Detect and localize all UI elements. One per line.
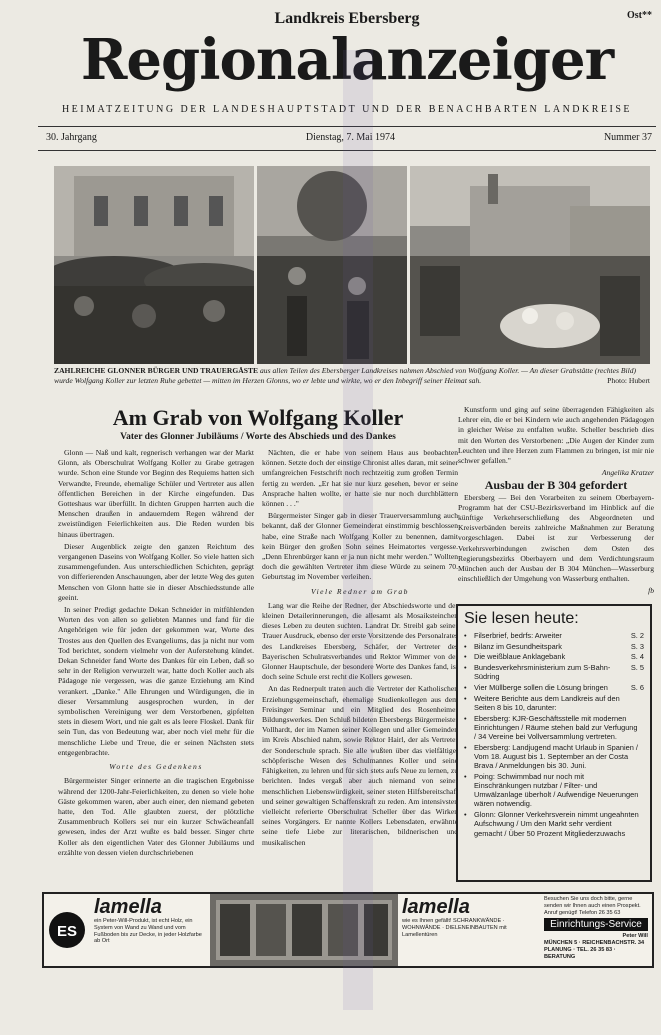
paragraph: Bürgermeister Singer erinnerte an die tragischen Ergebnisse während der 1200-Jahr-Feierlichkeiten, zu denen so viele hohe Gäste gekommen waren, aber auch einer, den niemand gebeten hatte, den Tod. Alle glaubten zuerst, der plötzliche Zusammenbruch Kollers sei nur ein kurzer Schwächeanfall gewesen, indes der Arzt wußte es bald besser. Singer chrte Koller als den eigentlichen Vater des Glonner Jubiläums und erzählte von dessen vielen durchschriebenen <box>58 776 254 857</box>
contents-item-page: S. 5 <box>630 663 644 673</box>
bullet-icon: • <box>464 693 467 703</box>
paragraph: Bürgermeister Singer gab in dieser Trauerversammlung auch bekannt, daß der Glonner Gemeinderat einstimmig beschlossen habe, eine Straße nach Wolfgang Koller zu benennen, damit kein Bürger den großen Sohn seines Heimatortes vergesse. „Denn Ehrenbürger kann er ja nun nicht mehr werden." Wollten doch die gewählten Vertreter ihm diese Würde zu seinem 70. Geburtstag im November verleihen. <box>262 511 458 582</box>
issue-date: Dienstag, 7. Mai 1974 <box>305 132 396 143</box>
ad-logo-text: ES <box>56 923 78 940</box>
paragraph: Glonn — Naß und kalt, regnerisch verhangen war der Markt Glonn, als Oberschulrat Wolfgang Koller zu Grabe getragen wurde. Schon eine Stunde vor Beginn des Requiems hatten sich Verwandte, Freunde, ehemalige Schüler und Vertreter aus allen öffentlichen Bereichen in der Kirche eingefunden. Das Gotteshaus war überfüllt. In dichten Gruppen harrten auch die Menschen draußen in andauerndem Regen während der zweistündigen Feierlichkeiten aus. Die Reden wurden bis hinaus übertragen. <box>58 448 254 539</box>
contents-item-text: Bilanz im Gesundheitspark <box>474 641 562 651</box>
article-subhead: Vater des Glonner Jubiläums / Worte des Abschieds und des Dankes <box>120 432 396 442</box>
paragraph: An das Rednerpult traten auch die Vertreter der Katholischen Erziehungsgemeinschaft, ehemalige Studienkollegen aus dem Freisinger Seminar und ein Mitglied des Rosenheimer Bildungswerkes. Den Schluß bildeten Ebersbergs Bürgermeister Vollhardt, der im Namen seiner Kollegen und aller Gemeinden im Kreis Abschied nahm, sowie Rektor Hairl, der als Vertreter der Sonderschule sprach. Sie alle wußten über das vielfältige, schöpferische Wesen des Schulmannes Koller und seine Fähigkeiten, zu lehren und für sich stets aufs Neue zu lernen, zu berichten. Indes vergaß aber auch niemand von seiner menschlichen Liebenswürdigkeit, seiner steten Hilfsbereitschaft und seiner gewaltigen Schaffenskraft zu reden. Am intensivsten vielleicht referierte Oberschulrat Scheller über das Wirken seines Vorgängers. Er nannte Kollers Lebensdaten, erwähnte seine tiefe Liebe zur literarischen, bildnerischen und musikalischen <box>262 684 458 847</box>
paragraph: Nächten, die er habe von seinem Haus aus beobachten können. Setzte doch der einstige Chronist alles daran, mit seiner umfangreichen Festschrift noch rechtzeitig zum großen Termin fertig zu werden. „Er hat sie nur kurz gesehen, bevor er seine Ansprache halten wollte, er hatte sie nur noch durchblättern können . . ." <box>262 448 458 509</box>
bullet-icon: • <box>464 713 467 723</box>
ad-text-3: Besuchen Sie uns doch bitte, gerne senden wir Ihnen auch einen Prospekt. Anruf genügt! Telefon 26 35 63 <box>544 896 641 916</box>
ad-service-banner: Einrichtungs-Service <box>544 918 648 931</box>
contents-item-text: Weitere Berichte aus dem Landkreis auf den Seiten 8 bis 10, darunter: <box>474 693 620 712</box>
photo-church <box>54 166 254 364</box>
contents-item <box>464 663 644 681</box>
ad-brand-1: lamella <box>94 896 162 918</box>
paragraph: Kunstform und ging auf seine überragenden Fähigkeiten als Lehrer ein, die er bei Kindern wie auch angehenden Pädagogen in gleicher Weise zu entfalten wußte. Scheller beschrieb dies mit den Worten des Verstorbenen: „Die Augen der Kinder zum Leuchten und ihre Herzen zum Flammen zu bringen, ist mir nie schwer gefallen." <box>458 405 654 466</box>
author-signature: Angelika Kratzer <box>601 468 654 478</box>
ad-block-1 <box>90 894 210 966</box>
issue-number: Nummer 37 <box>603 132 652 143</box>
paragraph: Dieser Augenblick zeigte den ganzen Reichtum des vergangenen Daseins von Wolfgang Koller. So viele hatten sich zusammengefunden. Aus unterschiedlichen Schichten, geprägt von differierenden Anschauungen, aber der letzte Weg des guten Menschen von Glonn hatte sie in dieser Abschiedsstunde alle geeint. <box>58 541 254 602</box>
caption-text: aus allen Teilen des Ebersberger Landkreises nahmen Abschied von Wolfgang Koller. — An dieser Grabstätte (rechtes Bild) wurde Wolfgang Koller zur letzten Ruhe gebettet — mitten im Herzen Glonns, wo er lebte und wirkte, wo er den Inbegriff seiner Heimat sah. <box>54 366 637 385</box>
contents-item <box>464 652 644 661</box>
b304-credit: fb <box>648 586 654 596</box>
bullet-icon: • <box>464 641 467 651</box>
contents-item-text: Filserbrief, bedrfs: Arweiter <box>474 631 562 640</box>
masthead-subtitle: HEIMATZEITUNG DER LANDESHAUPTSTADT UND DER BENACHBARTEN LANDKREISE <box>61 104 633 115</box>
section-title: Viele Redner am Grab <box>311 586 409 596</box>
edition-mark: Ost** <box>627 10 652 21</box>
contents-item-text: Bundesverkehrsministerium zum S-Bahn-Südring <box>474 663 611 682</box>
contents-item <box>464 642 644 651</box>
paragraph: In seiner Predigt gedachte Dekan Schneider in mitfühlenden Worten des von allen so geliebten Mannes und fand für die Angehörigen wie für jeden der gekommen war, Worte des Trostes aus den Quellen des Evangeliums, das ja nicht nur vom Tod berichtet, sondern vielmehr von der Auferstehung kündet. Dekan Schneider fand Worte des Dankes für ein Leben, daß so sehr in der Religion verwurzelt war, hatte doch Koller auch als Pädagoge nie vergessen, was die ganze Erziehung am Kind verankert. „Danke." Alle Ehrungen und Würdigungen, die in dieser Versammlung ausgesprochen wurden, in der symbolischen Vereinigung wer dem Verstorbenen, gipfelten stets in diesem Wort, und nie galt es als leere Floskel. Dank für sein Tun, das von Bedeutung war, aber noch viel mehr für die menschliche Liebe und Treue, die er seinen Nächsten stets entgegenbrachte. <box>58 605 254 757</box>
b304-text: Ebersberg — Bei den Vorarbeiten zu seinem Oberbayern-Programm hat der CSU-Bezirksverband im Hinblick auf die künftige Verkehrserschließung des Abgeordneten und Kreisverbänden bereits zahlreiche Maßnahmen zur Beratung vorgeschlagen. Dabei ist zur Verbesserung der Verkehrsverbindungen zwischen dem Osten des Regierungsbezirks Oberbayern und dem Verdichtungsraum München auch der Ausbau der B 304 München—Wasserburg einschließlich der Umgehung von Wasserburg enthalten. <box>458 492 654 584</box>
contents-item-text: Glonn: Glonner Verkehrsverein nimmt ungeahnten Aufschwung / Um den Markt sehr verdient gemacht / Über 50 Prozent Mitgliederzuwachs <box>474 810 639 838</box>
bullet-icon: • <box>464 631 467 640</box>
contents-item-text: Ebersberg: KJR-Geschäftsstelle mit modernen Einrichtungen / Räume stehen bald zur Verfugung / 34 Vereine bei Vollversammlung vertreten. <box>474 713 638 742</box>
bullet-icon: • <box>464 810 467 820</box>
contents-item-page: S. 2 <box>630 631 644 640</box>
ad-planning: PLANUNG · TEL. 26 35 83 · BERATUNG <box>544 946 616 960</box>
ad-text-2: wie es Ihnen gefällt! SCHRANKWÄNDE · WOHNWÄNDE · DIELENEINBAUTEN mit Lamellentüren <box>402 918 507 938</box>
photo-credit: Photo: Hubert <box>607 376 650 385</box>
contents-item <box>464 743 644 771</box>
contents-item <box>464 683 644 692</box>
bullet-icon: • <box>464 663 467 673</box>
section-title: Worte des Gedenkens <box>109 762 203 772</box>
volume: 30. Jahrgang <box>46 132 97 143</box>
contents-item-page: S. 6 <box>630 683 644 693</box>
contents-item <box>464 714 644 742</box>
article-column-1 <box>58 448 254 860</box>
b304-headline: Ausbau der B 304 gefordert <box>484 478 628 493</box>
ad-brand-2: lamella <box>402 896 470 918</box>
contents-item-text: Vier Müllberge sollen die Lösung bringen <box>474 683 608 693</box>
contents-title: Sie lesen heute: <box>464 610 579 627</box>
stamp-watermark <box>298 50 418 1010</box>
es-logo-icon <box>47 910 87 950</box>
contents-item-page: S. 4 <box>630 652 644 662</box>
bullet-icon: • <box>464 652 467 662</box>
region-line: Landkreis Ebersberg <box>274 10 420 27</box>
contents-box <box>456 604 652 882</box>
bullet-icon: • <box>464 742 467 752</box>
bullet-icon: • <box>464 683 467 693</box>
contents-item <box>464 631 644 640</box>
contents-list <box>464 631 644 838</box>
contents-item-text: Die weißblaue Anklagebank <box>474 652 566 662</box>
masthead: Regionalanzeiger <box>80 27 614 93</box>
caption-lead: ZAHLREICHE GLONNER BÜRGER UND TRAUERGÄSTE <box>54 366 259 375</box>
contents-item-page: S. 3 <box>630 641 644 651</box>
article-headline: Am Grab von Wolfgang Koller <box>112 405 404 430</box>
newspaper-page <box>38 0 656 1035</box>
ad-block-2 <box>398 894 540 966</box>
ad-maker: Peter Will <box>622 933 648 940</box>
ad-address: MÜNCHEN 5 · REICHENBACHSTR. 34 <box>544 940 645 947</box>
article-column-3 <box>458 405 654 599</box>
ad-block-3 <box>540 894 652 966</box>
contents-item <box>464 694 644 712</box>
photo-grave <box>410 166 650 364</box>
bullet-icon: • <box>464 771 467 781</box>
ad-text-1: ein Peter-Will-Produkt, ist echt Holz, ein System von Wand zu Wand und vom Fußboden bis zur Decke, in jeder Holzfarbe ab Ort <box>94 918 202 945</box>
contents-item-text: Poing: Schwimmbad nur noch mit Einschränkungen nutzbar / Filter- und Umwälzanlage überholt / Aufwendige Neuerungen wären notwendig. <box>474 771 639 809</box>
paragraph: Lang war die Reihe der Redner, der Abschiedsworte und der kleinen Detailerinnerungen, die allesamt als Mosaiksteinchen dieses Leben zu deuten suchten. Landrat Dr. Streibl gab seiner Trauer Ausdruck, ebenso der erste Vorsitzende des Personalrates des Landkreises Ebersberg, Schäfer, der Vertreter des Bayerischen Schulratsverbandes und Rektor Wimmer von der Glonner Hauptschule, der besondere Worte des Dankes fand, ist doch seine Schule erst recht die Kollers gewesen. <box>262 600 458 682</box>
contents-item-text: Ebersberg: Landjugend macht Urlaub in Spanien / Vom 18. August bis 1. September an der Costa Brava / Anmeldungen bis 30. Juni. <box>474 742 638 771</box>
ad-logo <box>44 894 90 966</box>
contents-item <box>464 772 644 809</box>
contents-item <box>464 810 644 838</box>
